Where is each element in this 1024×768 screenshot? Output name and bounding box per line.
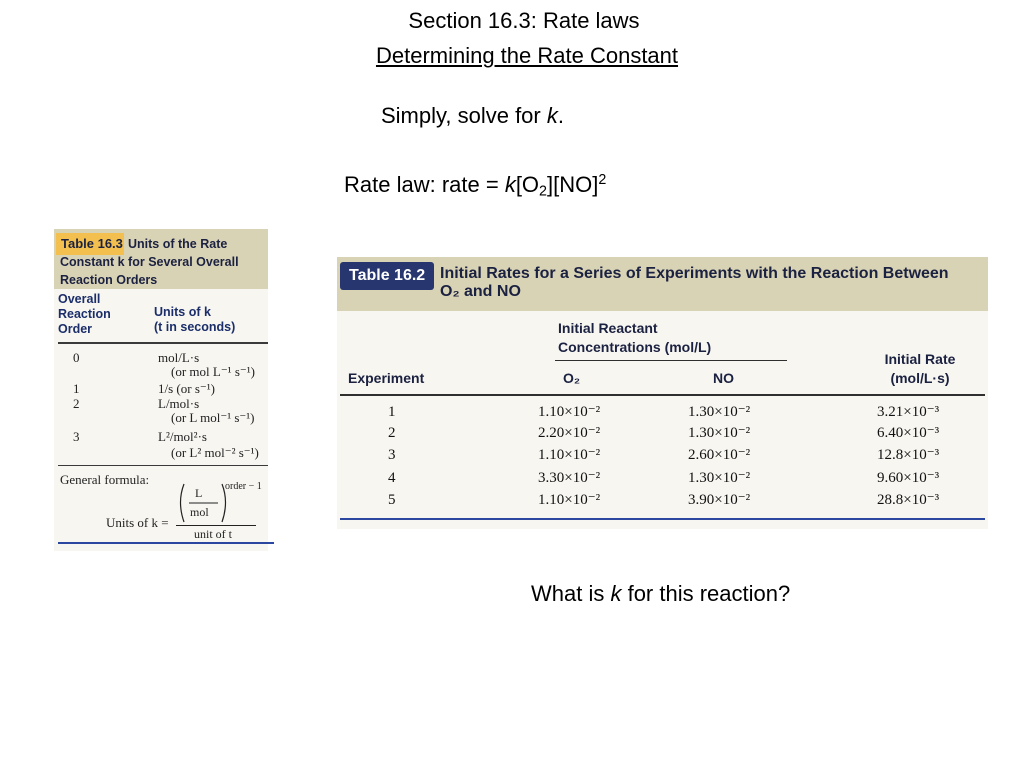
column-header-order <box>58 292 111 337</box>
header-rule <box>340 394 985 396</box>
formula-num-bottom: mol <box>190 505 209 519</box>
o2-cell: 3.30×10⁻² <box>538 470 601 486</box>
rate-law-o: [O <box>515 172 540 197</box>
slide-subtitle: Determining the Rate Constant <box>375 43 679 68</box>
rate-law-no: ][NO] <box>547 172 599 197</box>
column-header-line: Reaction <box>58 307 111 321</box>
experiment-cell: 4 <box>388 470 396 486</box>
table-16-3-image <box>54 229 268 551</box>
column-header-line: Overall <box>58 292 101 306</box>
experiment-cell: 1 <box>388 404 396 420</box>
units-cell: mol/L·s <box>158 350 200 365</box>
units-cell: L²/mol²·s <box>158 429 207 444</box>
column-header-line: Order <box>58 322 93 336</box>
instruction-variable: k <box>546 103 558 128</box>
units-cell: L/mol·s <box>158 396 200 411</box>
column-header-line: Initial Rate <box>884 351 956 367</box>
units-alt-cell: (or L mol⁻¹ s⁻¹) <box>171 410 255 425</box>
column-header-no: NO <box>713 370 734 386</box>
column-header-experiment: Experiment <box>348 370 425 386</box>
rate-law-o-subscript: 2 <box>539 183 547 200</box>
question-suffix: for this reaction? <box>621 581 791 606</box>
order-cell: 2 <box>73 396 80 411</box>
table-caption <box>440 265 980 301</box>
rate-law-prefix: Rate law: rate = <box>344 172 505 197</box>
rate-cell: 12.8×10⁻³ <box>877 447 940 463</box>
header-rule <box>58 342 268 344</box>
experiment-cell: 5 <box>388 492 396 508</box>
rate-cell: 6.40×10⁻³ <box>877 425 940 441</box>
instruction-text <box>381 103 564 129</box>
rate-law-k: k <box>504 172 516 197</box>
order-cell: 3 <box>73 429 80 444</box>
group-header <box>558 319 711 357</box>
column-header-units <box>154 305 235 335</box>
formula-exponent: order − 1 <box>225 481 262 492</box>
no-cell: 3.90×10⁻² <box>688 492 751 508</box>
table-caption-line: Initial Rates for a Series of Experiments with the Reaction Between <box>440 265 949 282</box>
experiment-cell: 2 <box>388 425 396 441</box>
group-header-rule <box>555 360 787 361</box>
units-alt-cell: (or mol L⁻¹ s⁻¹) <box>171 364 255 379</box>
units-cell: 1/s (or s⁻¹) <box>158 381 215 396</box>
rate-cell: 3.21×10⁻³ <box>877 404 940 420</box>
rate-law-equation <box>344 172 606 198</box>
table-tag <box>340 262 434 290</box>
question-text <box>531 581 790 607</box>
no-cell: 1.30×10⁻² <box>688 470 751 486</box>
o2-cell: 2.20×10⁻² <box>538 425 601 441</box>
experiment-cell: 3 <box>388 447 396 463</box>
rate-cell: 28.8×10⁻³ <box>877 492 940 508</box>
column-header-line: (mol/L·s) <box>890 370 950 386</box>
column-header-rate <box>875 350 965 388</box>
order-cell: 1 <box>73 381 80 396</box>
body-rule <box>58 465 268 466</box>
table-bottom-rule <box>340 518 985 520</box>
table-caption-line: O₂ and NO <box>440 283 521 300</box>
column-header-o2: O₂ <box>563 370 581 386</box>
question-variable: k <box>610 581 622 606</box>
o2-cell: 1.10×10⁻² <box>538 492 601 508</box>
formula-denominator: unit of t <box>194 527 232 541</box>
table-tag-label: Table 16.2 <box>349 267 426 284</box>
column-header-line: Units of k <box>154 305 211 319</box>
table-caption: Units of the Rate Constant k for Several Overall Reaction Orders <box>60 237 239 287</box>
group-header-line: Initial Reactant <box>558 320 658 336</box>
table-16-2-image <box>337 257 988 529</box>
no-cell: 1.30×10⁻² <box>688 404 751 420</box>
table-bottom-rule <box>58 542 274 544</box>
instruction-suffix: . <box>557 103 564 128</box>
rate-law-no-exponent: 2 <box>598 172 607 189</box>
no-cell: 1.30×10⁻² <box>688 425 751 441</box>
instruction-prefix: Simply, solve for <box>381 103 547 128</box>
table-tag-label: Table 16.3 <box>61 236 123 251</box>
group-header-line: Concentrations (mol/L) <box>558 339 712 355</box>
o2-cell: 1.10×10⁻² <box>538 447 601 463</box>
question-prefix: What is <box>531 581 611 606</box>
formula-num-top: L <box>195 486 203 500</box>
formula-main-bar <box>176 525 256 526</box>
units-alt-cell: (or L² mol⁻² s⁻¹) <box>171 445 259 460</box>
column-header-line: (t in seconds) <box>154 320 236 334</box>
general-formula-label: General formula: <box>60 472 150 487</box>
rate-cell: 9.60×10⁻³ <box>877 470 940 486</box>
slide-title: Section 16.3: Rate laws <box>408 8 640 33</box>
o2-cell: 1.10×10⁻² <box>538 404 601 420</box>
order-cell: 0 <box>73 350 80 365</box>
no-cell: 2.60×10⁻² <box>688 447 751 463</box>
formula-lhs: Units of k = <box>106 515 169 530</box>
